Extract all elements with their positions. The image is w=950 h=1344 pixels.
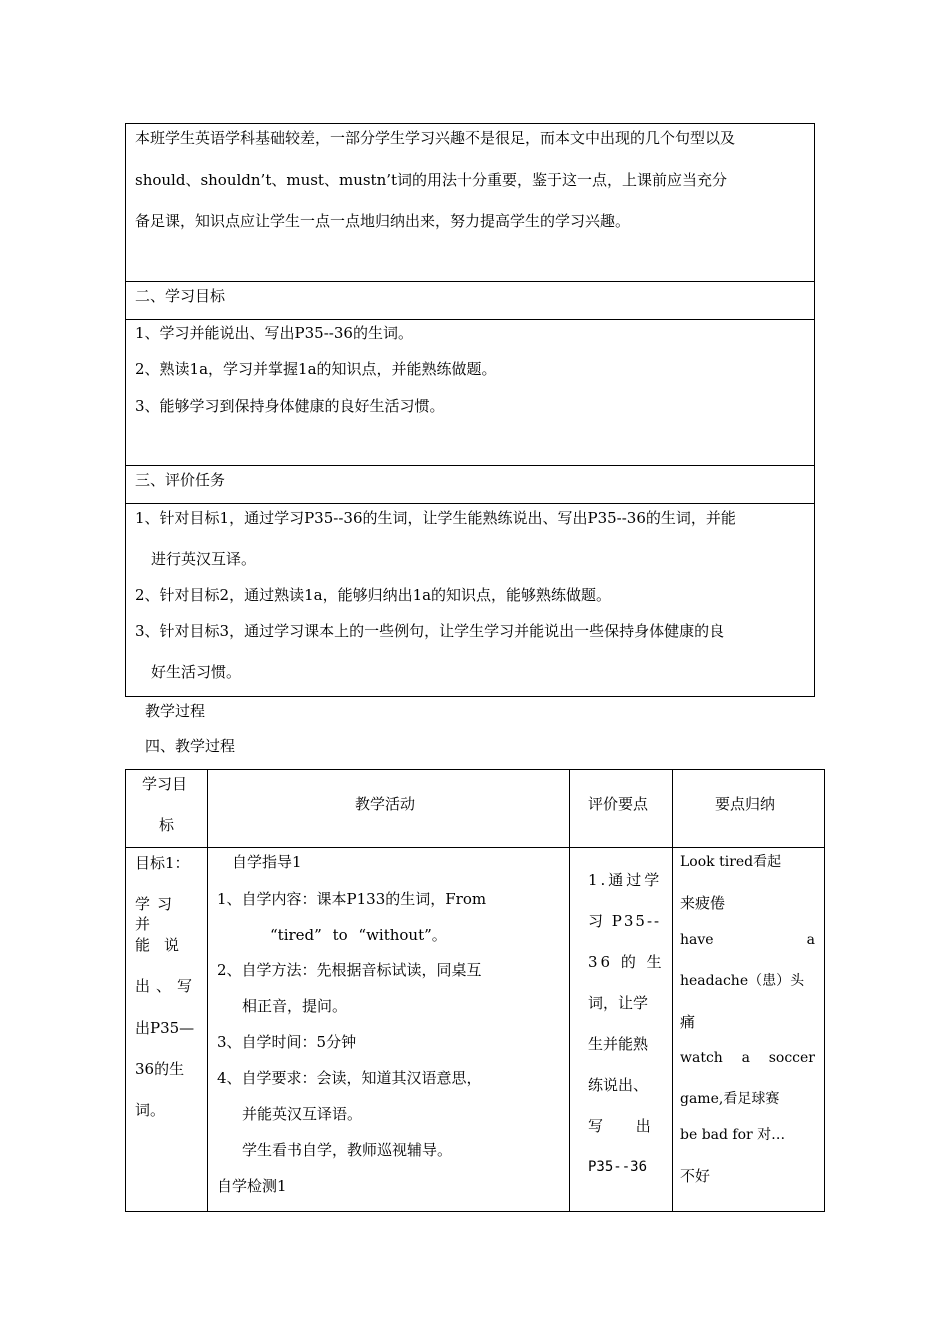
eval-item-1-line-1: 1、针对目标1，通过学习P35--36的生词，让学生能熟练说出、写出P35--36的生词，并能 bbox=[135, 509, 736, 527]
top-table-divider-3 bbox=[125, 465, 815, 466]
goal-item-1: 1、学习并能说出、写出P35--36的生词。 bbox=[135, 324, 413, 342]
goal-cell-line-7: 词。 bbox=[135, 1101, 166, 1119]
eval-heading: 三、评价任务 bbox=[135, 471, 226, 489]
goal-cell-line-4: 出、写 bbox=[135, 977, 199, 995]
eval-point-line-4: 词，让学 bbox=[588, 994, 649, 1012]
eval-item-3-line-1: 3、针对目标3，通过学习课本上的一些例句，让学生学习并能说出一些保持身体健康的良 bbox=[135, 622, 725, 640]
key-point-line-6-b: a bbox=[741, 1050, 750, 1066]
top-table-divider-2 bbox=[125, 319, 815, 320]
eval-point-line-7: 写 出 bbox=[588, 1117, 665, 1135]
activity-line-7: 并能英汉互译语。 bbox=[242, 1105, 363, 1123]
goal-cell-line-1: 目标1： bbox=[135, 854, 190, 872]
header-evaluation-points: 评价要点 bbox=[588, 795, 649, 813]
eval-point-line-8: P35--36 bbox=[588, 1159, 648, 1175]
eval-item-3-line-2: 好生活习惯。 bbox=[151, 663, 242, 681]
activity-line-6: 4、自学要求：会读，知道其汉语意思， bbox=[217, 1069, 482, 1087]
key-point-line-3 bbox=[680, 930, 815, 950]
goal-item-3: 3、能够学习到保持身体健康的良好生活习惯。 bbox=[135, 397, 445, 415]
activity-line-2: “tired” to “without”。 bbox=[270, 926, 447, 944]
goal-cell-line-2-text: 学习并 bbox=[135, 895, 180, 933]
process-col-divider-3 bbox=[672, 769, 673, 1212]
activity-line-8: 学生看书自学，教师巡视辅导。 bbox=[242, 1141, 453, 1159]
top-table-divider-1 bbox=[125, 281, 815, 282]
activity-line-1: 1、自学内容：课本P133的生词，From bbox=[217, 890, 487, 908]
goal-cell-line-6: 36的生 bbox=[135, 1060, 185, 1078]
eval-item-1-line-2: 进行英汉互译。 bbox=[151, 550, 257, 568]
key-point-line-5: 痛 bbox=[680, 1013, 696, 1031]
header-learning-goal-line-1: 学习目 bbox=[142, 775, 188, 793]
goal-item-2: 2、熟读1a，学习并掌握1a的知识点，并能熟练做题。 bbox=[135, 360, 497, 378]
goal-cell-line-2 bbox=[135, 894, 199, 934]
analysis-line-1: 本班学生英语学科基础较差，一部分学生学习兴趣不是很足，而本文中出现的几个句型以及 bbox=[135, 129, 736, 147]
analysis-line-3: 备足课，知识点应让学生一点一点地归纳出来，努力提高学生的学习兴趣。 bbox=[135, 212, 631, 230]
key-point-line-9: 不好 bbox=[680, 1167, 711, 1185]
key-point-line-3-b: a bbox=[806, 932, 815, 948]
eval-point-line-2: 习 P35-- bbox=[588, 912, 662, 930]
process-header-divider bbox=[125, 847, 825, 848]
eval-point-line-1: 1.通过学 bbox=[588, 871, 663, 889]
eval-point-line-3: 36 的 生 bbox=[588, 953, 665, 971]
header-teaching-activity: 教学活动 bbox=[355, 795, 416, 813]
eval-point-line-5: 生并能熟 bbox=[588, 1035, 649, 1053]
analysis-line-2: should、shouldn’t、must、mustn’t词的用法十分重要，鉴于这一点，上课前应当充分 bbox=[135, 171, 728, 189]
key-point-line-4: headache（患）头 bbox=[680, 973, 805, 989]
process-col-divider-1 bbox=[207, 769, 208, 1212]
activity-line-4: 相正音，提问。 bbox=[242, 997, 348, 1015]
eval-item-2: 2、针对目标2，通过熟读1a，能够归纳出1a的知识点，能够熟练做题。 bbox=[135, 586, 612, 604]
goal-cell-line-3: 能说 bbox=[135, 936, 194, 954]
key-point-line-6 bbox=[680, 1048, 815, 1068]
key-point-line-7: game,看足球赛 bbox=[680, 1091, 780, 1107]
eval-point-line-6: 练说出、 bbox=[588, 1076, 649, 1094]
key-point-line-6-a: watch bbox=[680, 1050, 723, 1066]
process-col-divider-2 bbox=[569, 769, 570, 1212]
top-table-divider-4 bbox=[125, 503, 815, 504]
activity-line-9: 自学检测1 bbox=[217, 1177, 287, 1195]
key-point-line-2: 来疲倦 bbox=[680, 894, 726, 912]
section-label: 教学过程 bbox=[145, 702, 206, 720]
key-point-line-3-a: have bbox=[680, 932, 714, 948]
section-heading-process: 四、教学过程 bbox=[145, 737, 236, 755]
key-point-line-1: Look tired看起 bbox=[680, 854, 782, 870]
activity-line-3: 2、自学方法：先根据音标试读，同桌互 bbox=[217, 961, 482, 979]
activity-heading: 自学指导1 bbox=[232, 853, 302, 871]
goals-heading: 二、学习目标 bbox=[135, 287, 226, 305]
key-point-line-6-c: soccer bbox=[768, 1050, 815, 1066]
key-point-line-8: be bad for 对… bbox=[680, 1127, 786, 1143]
activity-line-5: 3、自学时间：5分钟 bbox=[217, 1033, 357, 1051]
header-key-points: 要点归纳 bbox=[715, 795, 776, 813]
goal-cell-line-5: 出P35— bbox=[135, 1019, 195, 1037]
header-learning-goal-line-2: 标 bbox=[159, 816, 175, 834]
